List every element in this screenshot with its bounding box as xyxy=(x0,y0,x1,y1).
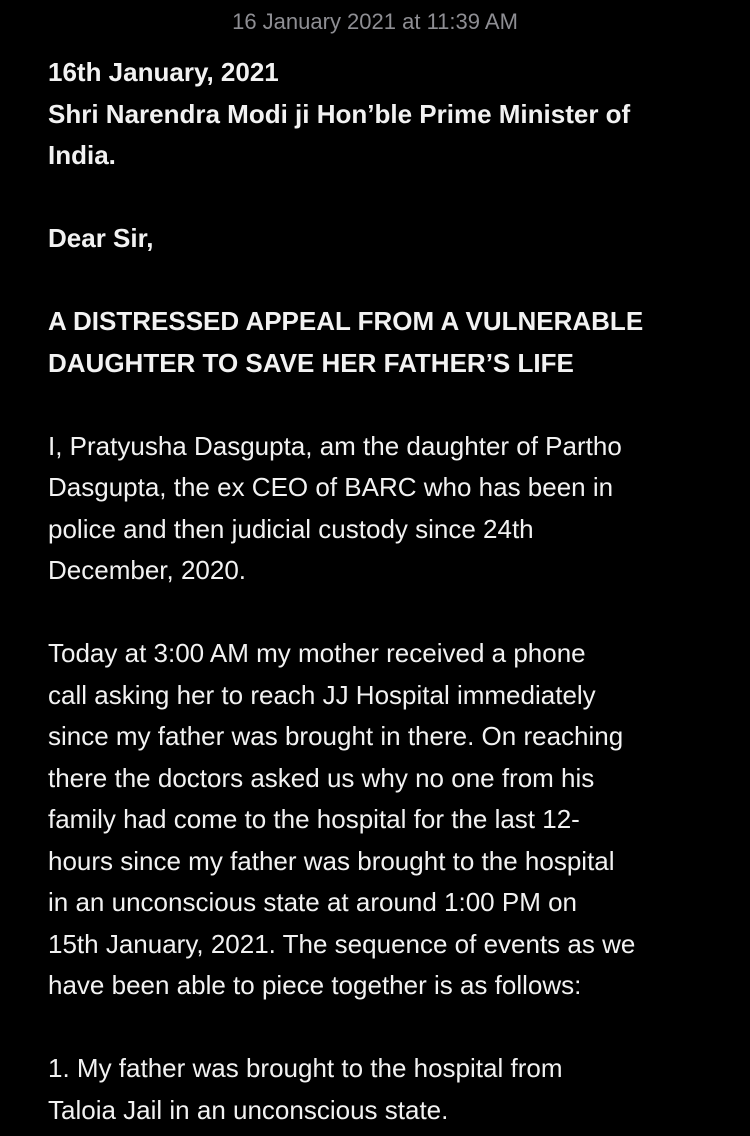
paragraph-introduction xyxy=(48,426,718,592)
blank-line xyxy=(48,260,718,302)
paragraph-line: Today at 3:00 AM my mother received a phone xyxy=(48,638,586,668)
paragraph-line: Taloia Jail in an unconscious state. xyxy=(48,1094,449,1125)
paragraph-line: family had come to the hospital for the last 12- xyxy=(48,804,580,834)
letter-heading xyxy=(48,52,718,384)
paragraph-line: 1. My father was brought to the hospital from xyxy=(48,1053,563,1083)
paragraph-line: 15th January, 2021. The sequence of events as we xyxy=(48,928,636,959)
paragraph-line: police and then judicial custody since 24th xyxy=(48,513,534,544)
paragraph-line: call asking her to reach JJ Hospital immediately xyxy=(48,679,596,710)
paragraph-line: hours since my father was brought to the hospital xyxy=(48,845,615,876)
blank-line xyxy=(48,592,718,634)
note-timestamp: 16 January 2021 at 11:39 AM xyxy=(232,9,518,34)
paragraph-line: in an unconscious state at around 1:00 PM on xyxy=(48,887,578,917)
letter-salutation: Dear Sir, xyxy=(48,223,154,253)
blank-line xyxy=(48,177,718,219)
note-body[interactable] xyxy=(48,52,718,1131)
letter-recipient-line: Shri Narendra Modi ji Hon’ble Prime Minister of xyxy=(48,98,631,129)
list-item xyxy=(48,1048,718,1131)
paragraph-line: December, 2020. xyxy=(48,555,247,585)
letter-subject-line: A DISTRESSED APPEAL FROM A VULNERABLE xyxy=(48,306,644,336)
paragraph-line: since my father was brought in there. On reaching xyxy=(48,721,624,751)
paragraph-line: there the doctors asked us why no one from his xyxy=(48,762,595,793)
letter-date: 16th January, 2021 xyxy=(48,57,279,87)
paragraph-line: Dasgupta, the ex CEO of BARC who has been in xyxy=(48,472,614,502)
letter-subject-line: DAUGHTER TO SAVE HER FATHER’S LIFE xyxy=(48,347,574,378)
blank-line xyxy=(48,1007,718,1049)
paragraph-line: have been able to piece together is as follows: xyxy=(48,970,582,1000)
letter-recipient-line: India. xyxy=(48,140,116,170)
paragraph-events xyxy=(48,633,718,1007)
blank-line xyxy=(48,384,718,426)
paragraph-line: I, Pratyusha Dasgupta, am the daughter of Partho xyxy=(48,430,622,461)
